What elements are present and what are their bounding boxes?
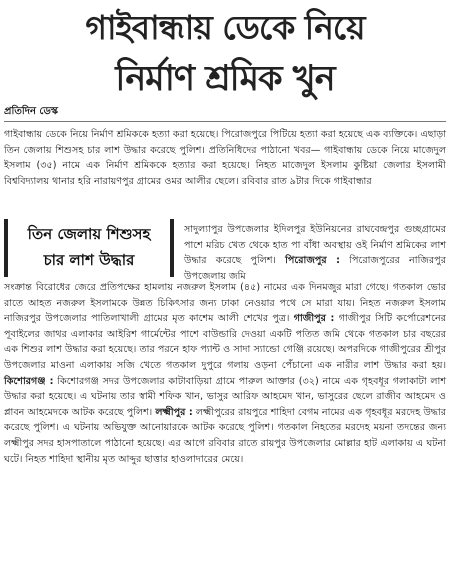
- place-label-lakshmipur: লক্ষ্মীপুর :: [155, 406, 193, 418]
- place-label-pirojpur: পিরোজপুর :: [285, 255, 341, 267]
- paragraph-text: সংক্রান্ত বিরোধের জেরে প্রতিপক্ষের হামলায় নজরুল ইসলাম (৪৫) নামের এক দিনমজুর মারা গেছে। গতকাল ভোর রাতে আহত নজরুল ইসলামকে উন্নত চিকিৎসার জন্য ঢাকা নেওয়ার পথে সে মারা যায়। নিহত নজরুল ইসলাম নাজিরপুর উপজেলার পাতিলাখালী গ্রামের মৃত কাশেম আলী শেখের পুত্র।: [4, 282, 446, 325]
- paragraph-districts: [4, 280, 446, 570]
- place-label-kishoreganj: কিশোরগঞ্জ :: [4, 375, 54, 387]
- place-label-gazipur: গাজীপুর :: [293, 313, 335, 325]
- paragraph-text: পিরোজপুরের নাজিরপুর উপজেলায় জমি: [184, 255, 446, 282]
- headline-line-2: নির্মাণ শ্রমিক খুন: [115, 59, 335, 99]
- paragraph-gaibandha: [184, 222, 446, 282]
- paragraph-text: লক্ষ্মীপুরের রায়পুরে শাহিদা বেগম নামের এক গৃহবধূর মরদেহ উদ্ধার করেছে পুলিশ। এ ঘটনায় অভিযুক্ত আনোয়ারকে আটক করেছে পুলিশ। গতকাল নিহতের মরদেহ ময়না তদন্তের জন্য লক্ষ্মীপুর সদর হাসপাতালে পাঠানো হয়েছে। এর আগে রবিবার রাতে রায়পুর উপজেলার মোল্লার হাট এলাকায় এ ঘটনা ঘটে। নিহত শাহিদা স্থানীয় মৃত আব্দুর ছাত্তার হাওলাদারের মেয়ে।: [4, 406, 446, 465]
- subheading-line-1: তিন জেলায় শিশুসহ: [27, 225, 151, 243]
- headline-line-1: গাইবান্ধায় ডেকে নিয়ে: [85, 8, 365, 47]
- subheading-box: [4, 219, 174, 277]
- divider: [4, 121, 446, 122]
- desk-label: প্রতিদিন ডেস্ক: [4, 106, 59, 117]
- paragraph-intro: গাইবান্ধায় ডেকে নিয়ে নির্মাণ শ্রমিককে হত্যা করা হয়েছে। পিরোজপুরে পিটিয়ে হত্যা করা হয়েছে এক ব্যক্তিকে। এছাড়া তিন জেলায় শিশুসহ চার লাশ উদ্ধার করেছে পুলিশ। প্রতিনিধিদের পাঠানো খবর— গাইবান্ধায় ডেকে নিয়ে মাজেদুল ইসলাম (৩৫) নামে এক নির্মাণ শ্রমিককে হত্যার করা হয়েছে। নিহত মাজেদুল ইসলাম কুষ্টিয়া জেলার ইসলামী বিশ্ববিদ্যালয় থানার হরি নারায়ণপুর গ্রামের ওমর আলীর ছেলে। রবিবার রাত ৯টার দিকে গাইবান্ধার: [4, 129, 446, 187]
- paragraph-text: কিশোরগঞ্জ সদর উপজেলার কাটাবাড়িয়া গ্রামে পারুল আক্তার (৩২) নামে এক গৃহবধূর গলাকাটা লাশ উদ্ধার করা হয়েছে। এ ঘটনায় তার স্বামী শফিক খান, ভাসুর আরিফ আহমেদ খান, ভাসুরের ছেলে রাজীব আহমেদ ও প্লাবন আহমেদকে আটক করেছে পুলিশ।: [4, 375, 446, 418]
- paragraph-text: সাদুল্যাপুর উপজেলার ইদিলপুর ইউনিয়নের রাঘবেন্দ্রপুর গুচ্ছগ্রামের পাশে মরিচ খেত থেকে হাত পা বাঁধা অবস্থায় ওই নির্মাণ শ্রমিকের লাশ উদ্ধার করেছে পুলিশ।: [184, 224, 446, 267]
- paragraph-text: গাজীপুর সিটি কর্পোরেশনের পূবাইলের জাথর এলাকার আইরিশ গার্মেন্টের পাশে বাউন্ডারি দেওয়া একটি পতিত জমি থেকে গতকাল চার বছরের এক শিশুর লাশ উদ্ধার করা হয়েছে। তার পরনে হাফ প্যান্ট ও সাদা স্যান্ডো গেঞ্জি রয়েছে। অপরদিকে গাজীপুরের শ্রীপুর উপজেলার মাওনা এলাকায় সজি খেতে গতকাল দুপুরে গলায় ওড়না পেঁচানো এক নারীর লাশ উদ্ধার করা হয়।: [4, 313, 446, 371]
- subheading-line-2: চার লাশ উদ্ধার: [43, 251, 135, 269]
